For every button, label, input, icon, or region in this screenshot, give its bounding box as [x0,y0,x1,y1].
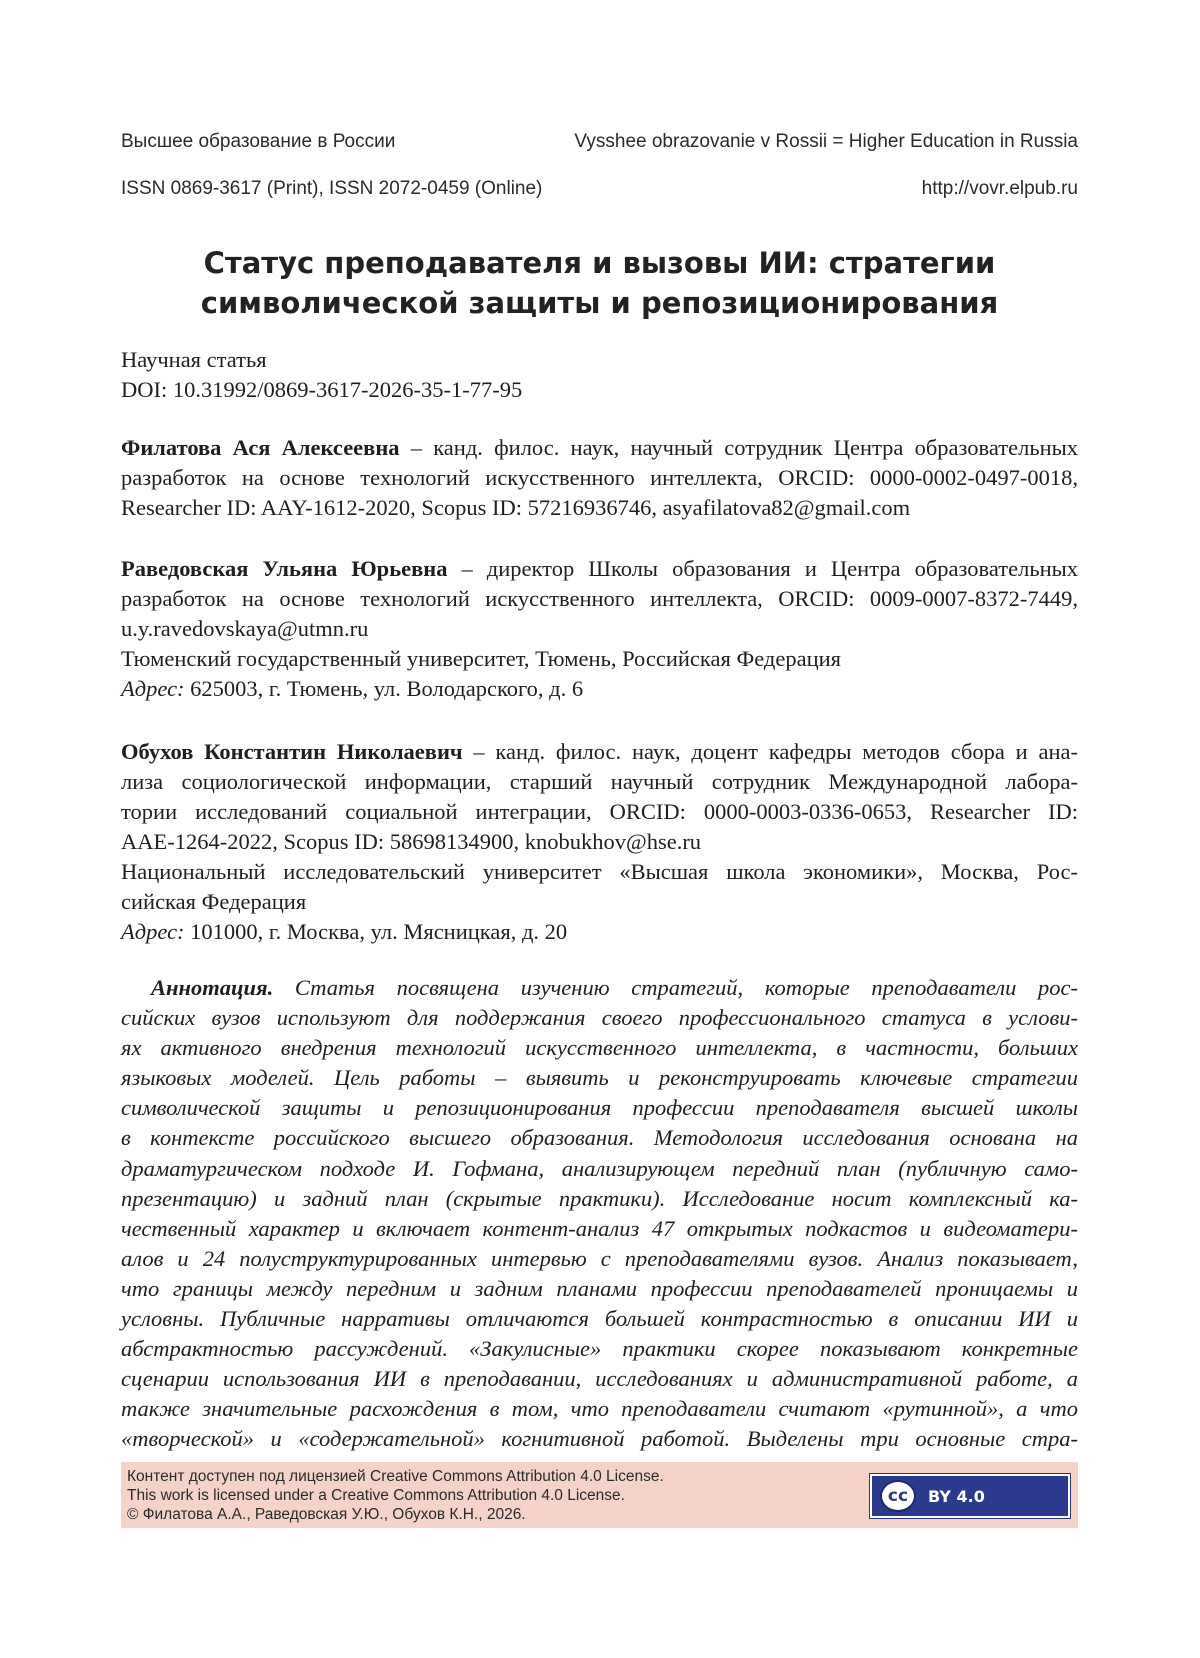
abstract-line: чественный характер и включает контент-анализ 47 открытых подкастов и видеоматери- [121,1215,1078,1241]
author-affiliation: Тюменский государственный университет, Тюмень, Российская Федерация [121,646,842,671]
abstract-line: в контексте российского высшего образования. Методология исследования основана на [121,1125,1078,1151]
abstract-line: абстрактностью рассуждений. «Закулисные» практики скорее показывают конкретные [121,1336,1078,1362]
abstract-line: языковых моделей. Цель работы – выявить и реконструировать ключевые стратегии [121,1065,1078,1091]
author-desc-line: – канд. филос. наук, научный сотрудник Центра образовательных [399,435,1079,460]
author-block-3 [121,737,1078,947]
article-meta [121,345,1078,405]
author-affiliation: Национальный исследовательский университет «Высшая школа экономики», Москва, Рос- [121,859,1078,884]
abstract-label: Аннотация. [151,975,274,1000]
author-desc-line: – канд. филос. наук, доцент кафедры методов сбора и ана- [462,739,1078,764]
doi: DOI: 10.31992/0869-3617-2026-35-1-77-95 [121,377,523,402]
issn-header [121,178,1078,200]
license-text [127,1467,664,1524]
abstract-line: «творческой» и «содержательной» когнитивной работой. Выделены три основные стра- [121,1426,1078,1452]
journal-url-link[interactable]: http://vovr.elpub.ru [921,178,1078,199]
journal-title-ru: Высшее образование в России [121,131,396,152]
author-block-2 [121,554,1078,704]
author-address: 101000, г. Москва, ул. Мясницкая, д. 20 [184,919,568,944]
author-name: Обухов Константин Николаевич [121,739,463,764]
author-email: u.y.ravedovskaya@utmn.ru [121,616,369,641]
cc-by-label: BY 4.0 [928,1486,985,1506]
abstract-line: презентацию) и задний план (скрытые практики). Исследование носит комплексный ка- [121,1185,1078,1211]
journal-title-en: Vysshee obrazovanie v Rossii = Higher Education in Russia [574,131,1078,152]
abstract-line: драматургическом подходе И. Гофмана, анализирующем передний план (публичную само- [121,1155,1078,1181]
author-desc-line: лиза социологической информации, старший научный сотрудник Международной лабора- [121,769,1078,794]
abstract-line: условны. Публичные нарративы отличаются большей контрастностью в описании ИИ и [121,1306,1078,1332]
license-box [121,1462,1078,1528]
abstract-line: алов и 24 полуструктурированных интервью с преподавателями вузов. Анализ показывает, [121,1245,1078,1271]
title-line-2: символической защиты и репозиционирования [200,286,999,320]
author-affiliation: сийская Федерация [121,889,307,914]
abstract-line: что границы между передним и задним планами профессии преподавателей проницаемы и [121,1275,1078,1301]
abstract-line: сийских вузов используют для поддержания своего профессионального статуса в услови- [121,1005,1078,1031]
author-desc-line: разработок на основе технологий искусственного интеллекта, ORCID: 0009-0007-8372-7449, [121,586,1078,611]
author-desc-line: AAE-1264-2022, Scopus ID: 58698134900, knobukhov@hse.ru [121,829,702,854]
abstract-line: также значительные расхождения в том, что преподаватели считают «рутинной», а что [121,1396,1078,1422]
running-header [121,131,1078,153]
issn: ISSN 0869-3617 (Print), ISSN 2072-0459 (Online) [121,178,543,199]
abstract-line: символической защиты и репозиционирования профессии преподавателя высшей школы [121,1095,1078,1121]
article-title [121,243,1078,323]
author-name: Филатова Ася Алексеевна [121,435,400,460]
creative-commons-icon: cc [880,1480,916,1512]
address-label: Адрес: [121,919,185,944]
copyright-line: © Филатова А.А., Раведовская У.Ю., Обухов К.Н., 2026. [127,1506,526,1523]
author-desc-line: Researcher ID: AAY-1612-2020, Scopus ID: 57216936746, asyafilatova82@gmail.com [121,495,911,520]
article-type: Научная статья [121,347,267,372]
author-desc-line: – директор Школы образования и Центра образовательных [447,556,1078,581]
author-block-1 [121,433,1078,523]
title-line-1: Статус преподавателя и вызовы ИИ: стратегии [203,246,996,280]
address-label: Адрес: [121,676,185,701]
author-desc-line: разработок на основе технологий искусственного интеллекта, ORCID: 0000-0002-0497-0018, [121,465,1078,490]
cc-by-badge[interactable] [870,1474,1070,1518]
license-line-ru: Контент доступен под лицензией Creative Commons Attribution 4.0 License. [127,1468,664,1485]
author-name: Раведовская Ульяна Юрьевна [121,556,448,581]
license-line-en: This work is licensed under a Creative Commons Attribution 4.0 License. [127,1487,625,1504]
abstract-line: сценарии использования ИИ в преподавании, исследованиях и административной работе, а [121,1366,1078,1392]
author-address: 625003, г. Тюмень, ул. Володарского, д. 6 [184,676,584,701]
author-desc-line: тории исследований социальной интеграции, ORCID: 0000-0003-0336-0653, Researcher ID: [121,799,1078,824]
abstract [121,973,1078,1455]
abstract-line: ях активного внедрения технологий искусственного интеллекта, в частности, больших [121,1035,1078,1061]
abstract-line: Статья посвящена изучению стратегий, которые преподаватели рос- [273,975,1078,1000]
